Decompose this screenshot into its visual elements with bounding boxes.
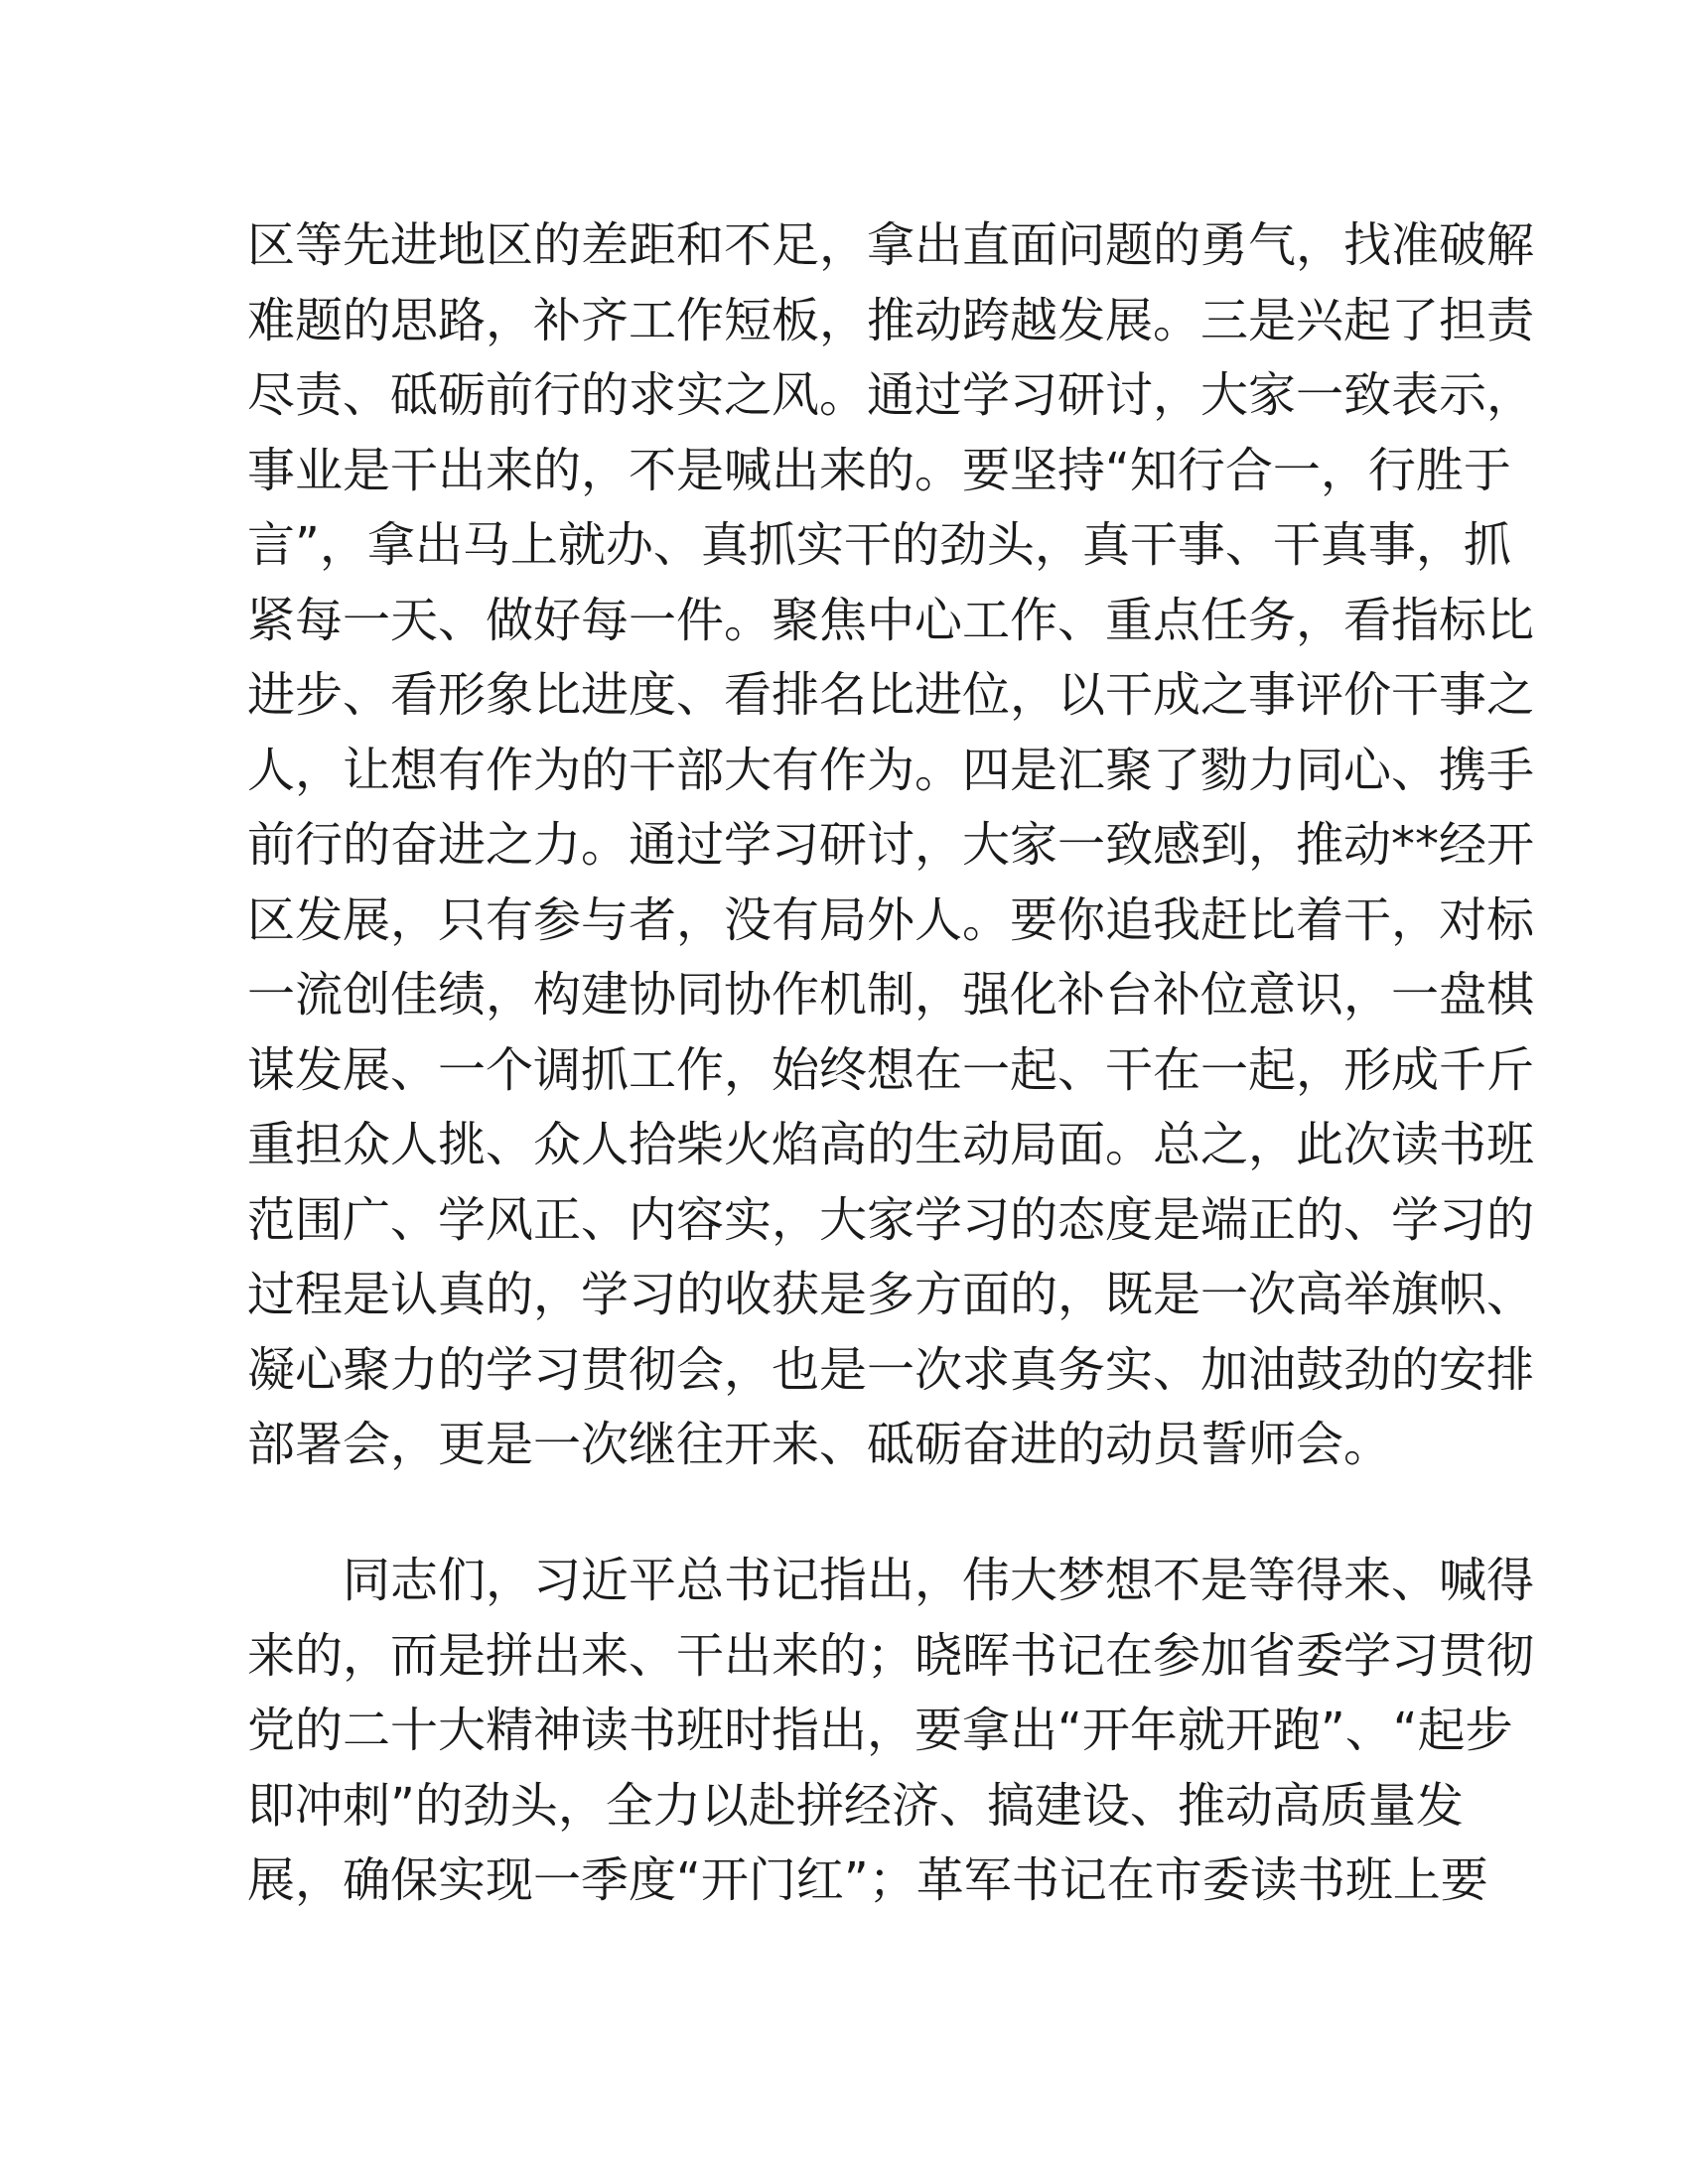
- paragraph-continued: [247, 208, 1535, 1483]
- text-line: 紧每一天、做好每一件。聚焦中心工作、重点任务，看指标比: [247, 592, 1535, 648]
- text-line: 凝心聚力的学习贯彻会，也是一次求真务实、加油鼓劲的安排: [247, 1341, 1535, 1398]
- text-line: 展，确保实现一季度“开门红”；革军书记在市委读书班上要: [247, 1852, 1488, 1908]
- paragraph-new: [247, 1544, 1535, 1919]
- text-line: 言”，拿出马上就办、真抓实干的劲头，真干事、干真事，抓: [247, 517, 1511, 573]
- text-line: 部署会，更是一次继往开来、砥砺奋进的动员誓师会。: [247, 1417, 1392, 1472]
- text-line: 区等先进地区的差距和不足，拿出直面问题的勇气，找准破解: [247, 217, 1535, 273]
- text-line: 难题的思路，补齐工作短板，推动跨越发展。三是兴起了担责: [247, 292, 1535, 348]
- text-line: 前行的奋进之力。通过学习研讨，大家一致感到，推动**经开: [247, 817, 1535, 873]
- text-line: 人，让想有作为的干部大有作为。四是汇聚了勠力同心、携手: [247, 742, 1535, 798]
- text-line: 进步、看形象比进度、看排名比进位，以干成之事评价干事之: [247, 667, 1535, 723]
- text-line: 谋发展、一个调抓工作，始终想在一起、干在一起，形成千斤: [247, 1041, 1535, 1098]
- text-line: 来的，而是拼出来、干出来的；晓晖书记在参加省委学习贯彻: [247, 1627, 1535, 1684]
- text-line: 尽责、砥砺前行的求实之风。通过学习研讨，大家一致表示，: [247, 367, 1535, 423]
- text-line: 过程是认真的，学习的收获是多方面的，既是一次高举旗帜、: [247, 1267, 1535, 1322]
- text-line: 重担众人挑、众人拾柴火焰高的生动局面。总之，此次读书班: [247, 1117, 1535, 1172]
- text-line: 即冲刺”的劲头，全力以赴拼经济、搞建设、推动高质量发: [247, 1777, 1464, 1834]
- text-line: 事业是干出来的，不是喊出来的。要坚持“知行合一，行胜于: [247, 442, 1511, 498]
- text-line: 范围广、学风正、内容实，大家学习的态度是端正的、学习的: [247, 1191, 1535, 1248]
- text-line: 一流创佳绩，构建协同协作机制，强化补台补位意识，一盘棋: [247, 967, 1535, 1023]
- text-line-first-indented: 同志们，习近平总书记指出，伟大梦想不是等得来、喊得: [343, 1553, 1535, 1608]
- text-line: 党的二十大精神读书班时指出，要拿出“开年就开跑”、“起步: [247, 1703, 1513, 1758]
- text-line: 区发展，只有参与者，没有局外人。要你追我赶比着干，对标: [247, 891, 1535, 948]
